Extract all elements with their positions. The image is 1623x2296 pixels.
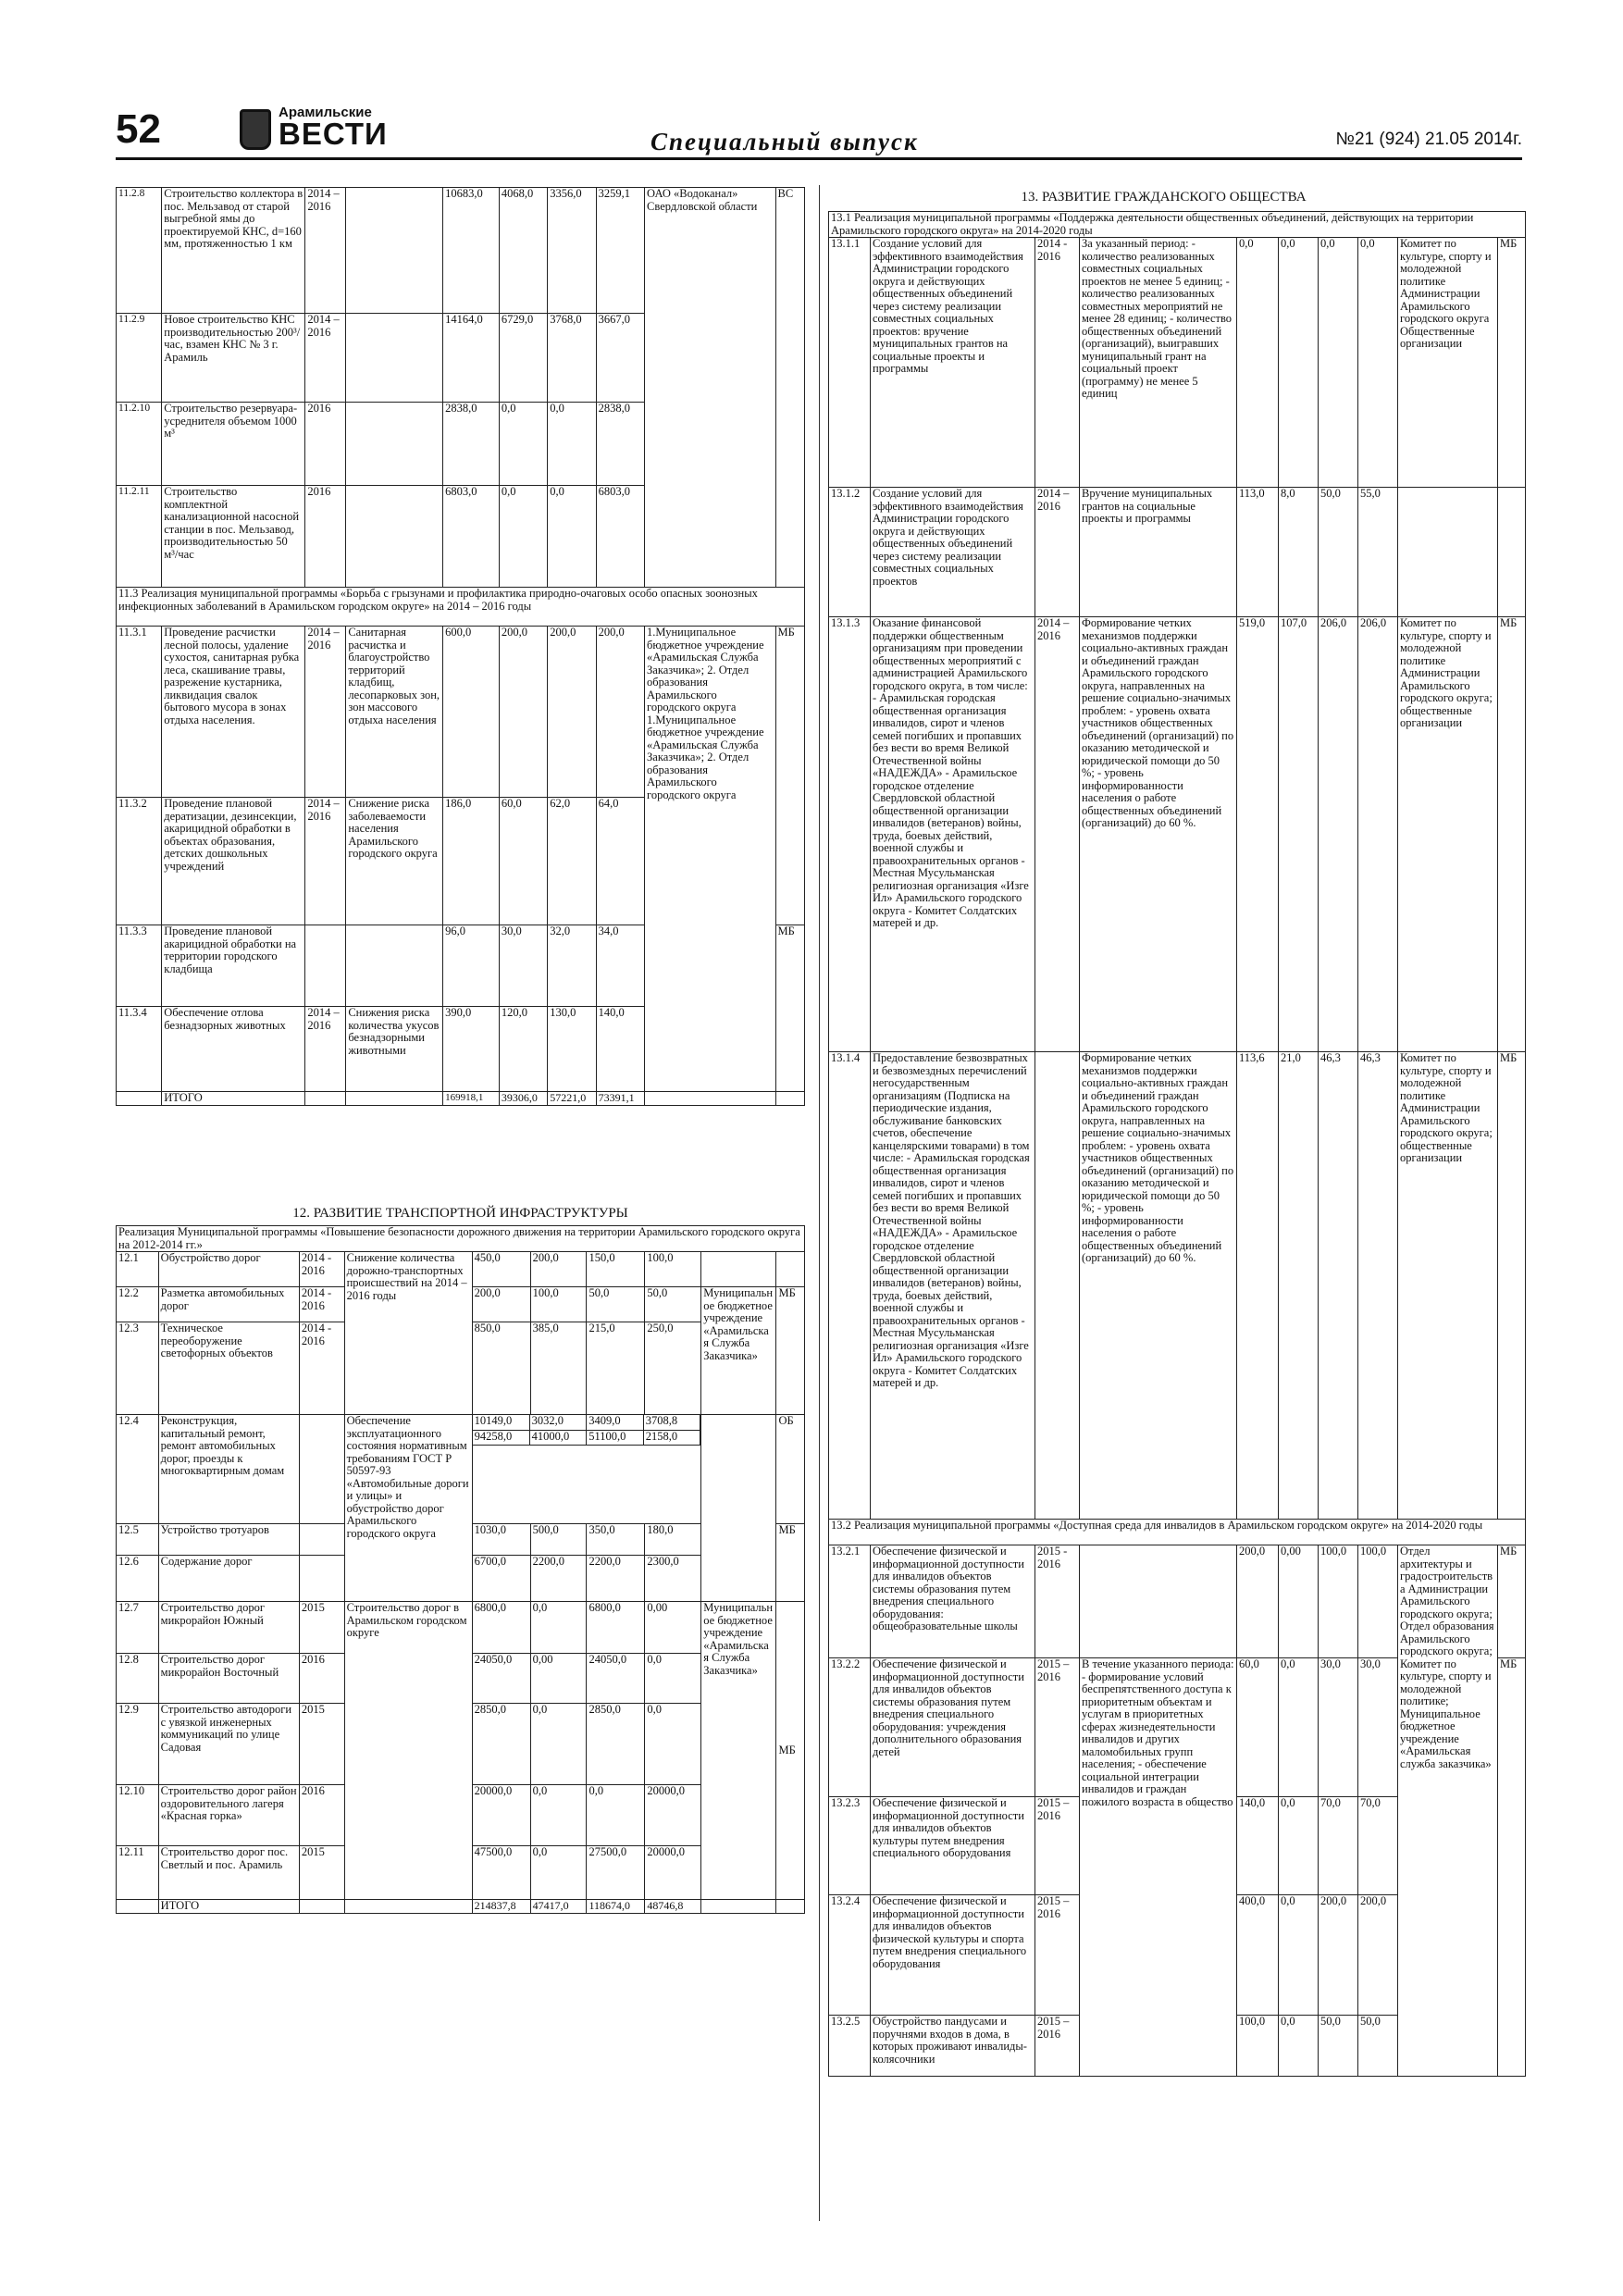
table-civil-society <box>828 211 1526 2077</box>
row-v4: 2158,0 <box>643 1430 700 1445</box>
row-v3: 50,0 <box>1319 2016 1358 2077</box>
row-v4: 100,0 <box>645 1252 701 1287</box>
row-executor: Комитет по культуре, спорту и молодежной политике Администрации Арамильского городского округа Общественные организации <box>1398 238 1498 488</box>
row-v4: 3259,1 <box>596 188 644 314</box>
row-v4: 34,0 <box>596 925 644 1007</box>
row-number: 13.2.5 <box>829 2016 871 2077</box>
row-v1: 2850,0 <box>472 1704 530 1785</box>
row-source: МБ <box>775 627 805 925</box>
program-row <box>829 1520 1526 1545</box>
row-executor: Комитет по культуре, спорту и молодежной политике Администрации Арамильского городского округа; общественные организации <box>1398 617 1498 1052</box>
row-v1: 100,0 <box>1237 2016 1279 2077</box>
row-year: 2014 - 2016 <box>299 1287 344 1322</box>
row-year: 2015 – 2016 <box>1035 1658 1080 1797</box>
row-year: 2014 – 2016 <box>305 314 346 403</box>
row-result: Вручение муниципальных грантов на социальные проекты и программы <box>1080 488 1237 617</box>
row-v1: 10683,0 <box>443 188 500 314</box>
row-v1: 20000,0 <box>472 1785 530 1846</box>
row-year: 2014 – 2016 <box>305 188 346 314</box>
split-row <box>473 1415 700 1430</box>
row-values-double <box>472 1415 701 1524</box>
row-number: 13.2.4 <box>829 1895 871 2016</box>
row-v4: 50,0 <box>645 1287 701 1322</box>
row-source: МБ <box>1498 238 1526 488</box>
split-values <box>473 1415 701 1446</box>
row-v2: 0,0 <box>530 1846 587 1900</box>
row-year: 2014 – 2016 <box>1035 617 1080 1052</box>
row-v2: 200,0 <box>499 627 547 798</box>
row-v2: 0,0 <box>499 486 547 588</box>
row-v3: 27500,0 <box>587 1846 645 1900</box>
row-number: 12.11 <box>117 1846 159 1900</box>
row-name: Проведение плановой дератизации, дезинсекции, акарицидной обработки в объектах образования, детских дошкольных учреждений <box>162 798 305 925</box>
page-header <box>116 105 1522 161</box>
row-year: 2015 – 2016 <box>1035 2016 1080 2077</box>
row-name: Содержание дорог <box>158 1556 299 1602</box>
table-row <box>117 1602 805 1654</box>
page-number: 52 <box>116 106 161 152</box>
row-result: За указанный период: - количество реализованных совместных социальных проектов не менее 5 единиц; - количество реализованных совместных мероприятий не менее 28 единиц; - количество общественных объединений (организаций), выигравших муниципальный грант на социальный проект (программу) не менее 5 единиц <box>1080 238 1237 488</box>
row-number: 13.2.3 <box>829 1797 871 1895</box>
row-result <box>346 314 443 403</box>
row-year: 2015 – 2016 <box>1035 1895 1080 2016</box>
row-v1: 6700,0 <box>472 1556 530 1602</box>
row-v4: 206,0 <box>1358 617 1398 1052</box>
row-source <box>1498 488 1526 617</box>
row-result: Снижения риска количества укусов безнадзорными животными <box>346 1007 443 1092</box>
row-v1: 390,0 <box>443 1007 500 1092</box>
row-number: 11.2.10 <box>117 403 162 486</box>
row-v1: 96,0 <box>443 925 500 1007</box>
row-v4: 0,0 <box>1358 238 1398 488</box>
row-source: МБ <box>776 1287 805 1415</box>
row-v3: 0,0 <box>548 486 596 588</box>
row-v3: 51100,0 <box>587 1430 644 1445</box>
row-v1: 10149,0 <box>473 1415 530 1430</box>
row-v2: 30,0 <box>499 925 547 1007</box>
row-name: Обеспечение физической и информационной доступности для инвалидов объектов системы образования путем внедрения специального оборудования: общеобразовательные школы <box>871 1545 1035 1658</box>
total-v1: 214837,8 <box>472 1900 530 1914</box>
row-v3: 24050,0 <box>587 1654 645 1704</box>
program-row <box>117 1226 805 1252</box>
table-row <box>829 1545 1526 1658</box>
row-year <box>1035 1052 1080 1520</box>
row-v2: 21,0 <box>1279 1052 1319 1520</box>
row-source: МБ <box>1498 1658 1526 2077</box>
row-v1: 400,0 <box>1237 1895 1279 2016</box>
row-v2: 0,0 <box>499 403 547 486</box>
row-v4: 50,0 <box>1358 2016 1398 2077</box>
row-executor: Муниципальное бюджетное учреждение «Арамильская Служба Заказчика» <box>701 1287 776 1415</box>
total-label: ИТОГО <box>158 1900 299 1914</box>
program-11-3: 11.3 Реализация муниципальной программы «Борьба с грызунами и профилактика природно-очаговых особо опасных зоонозных инфекционных заболеваний в Арамильском городском округе» на 2014 – 2016 годы <box>117 588 805 627</box>
row-name: Строительство комплектной канализационной насосной станции в пос. Мельзавод, производительностью 50 м³/час <box>162 486 305 588</box>
row-year: 2014 - 2016 <box>1035 238 1080 488</box>
row-result: Снижение риска заболеваемости населения Арамильского городского округа <box>346 798 443 925</box>
row-source: МБ <box>1498 617 1526 1052</box>
row-v1: 519,0 <box>1237 617 1279 1052</box>
row-year <box>299 1556 344 1602</box>
row-v1: 6803,0 <box>443 486 500 588</box>
row-source: МБ <box>1498 1052 1526 1520</box>
total-v3: 57221,0 <box>548 1092 596 1106</box>
row-source: МБ <box>776 1602 805 1900</box>
program-13-1: 13.1 Реализация муниципальной программы «Поддержка деятельности общественных объединений, действующих на территории Арамильского городского округа» на 2014-2020 годы <box>829 212 1526 238</box>
row-name: Обеспечение физической и информационной доступности для инвалидов объектов физической культуры и спорта путем внедрения специального оборудования <box>871 1895 1035 2016</box>
row-v3: 2200,0 <box>587 1556 645 1602</box>
row-v3: 350,0 <box>587 1524 645 1556</box>
row-number: 13.1.1 <box>829 238 871 488</box>
row-v2: 0,0 <box>530 1785 587 1846</box>
row-name: Новое строительство КНС производительностью 200³/час, взамен КНС № 3 г. Арамиль <box>162 314 305 403</box>
row-v3: 0,0 <box>1319 238 1358 488</box>
row-v2: 2200,0 <box>530 1556 587 1602</box>
row-v4: 20000,0 <box>645 1785 701 1846</box>
row-v2: 0,00 <box>530 1654 587 1704</box>
row-v2: 100,0 <box>530 1287 587 1322</box>
row-v3: 3409,0 <box>587 1415 644 1430</box>
row-number: 13.2.2 <box>829 1658 871 1797</box>
row-year: 2014 – 2016 <box>305 798 346 925</box>
row-v3: 0,0 <box>587 1785 645 1846</box>
row-result: Санитарная расчистка и благоустройство территорий кладбищ, лесопарковых зон, зон массового отдыха населения <box>346 627 443 798</box>
row-v3: 206,0 <box>1319 617 1358 1052</box>
section-13-title: 13. РАЗВИТИЕ ГРАЖДАНСКОГО ОБЩЕСТВА <box>1021 190 1307 205</box>
total-v3: 118674,0 <box>587 1900 645 1914</box>
row-v2: 0,0 <box>530 1602 587 1654</box>
row-name: Строительство дорог пос. Светлый и пос. Арамиль <box>158 1846 299 1900</box>
row-name: Предоставление безвозвратных и безвозмездных перечислений негосударственным организациям (Подписка на периодические издания, обслуживание банковских счетов, обеспечение канцелярскими товарами) в том числе: - Арамильская городская общественная организация инвалидов, сирот и членов семей погибших и пропавших без вести во время Великой Отечественной войны «НАДЕЖДА» - Арамильское городское отделение Свердловской областной общественной организации инвалидов (ветеранов) войны, труда, боевых действий, военной службы и правоохранительных органов - Местная Мусульманская религиозная организация «Изге Ил» Арамильского городского округа - Комитет Солдатских матерей и др. <box>871 1052 1035 1520</box>
row-v4: 250,0 <box>645 1322 701 1415</box>
row-v1: 600,0 <box>443 627 500 798</box>
row-v3: 2850,0 <box>587 1704 645 1785</box>
row-year: 2015 <box>299 1602 344 1654</box>
row-name: Обеспечение физической и информационной доступности для инвалидов объектов системы образования путем внедрения специального оборудования: учреждения дополнительного образования детей <box>871 1658 1035 1797</box>
row-name: Строительство дорог микрорайон Восточный <box>158 1654 299 1704</box>
row-year <box>299 1524 344 1556</box>
row-number: 11.3.3 <box>117 925 162 1007</box>
row-v4: 20000,0 <box>645 1846 701 1900</box>
row-v2: 120,0 <box>499 1007 547 1092</box>
program-row <box>117 588 805 627</box>
row-name: Строительство автодороги с увязкой инженерных коммуникаций по улице Садовая <box>158 1704 299 1785</box>
row-v4: 2300,0 <box>645 1556 701 1602</box>
row-year: 2015 <box>299 1704 344 1785</box>
row-result <box>346 188 443 314</box>
row-name: Разметка автомобильных дорог <box>158 1287 299 1322</box>
section-12-title: 12. РАЗВИТИЕ ТРАНСПОРТНОЙ ИНФРАСТРУКТУРЫ <box>292 1206 628 1221</box>
row-v3: 3768,0 <box>548 314 596 403</box>
row-executor: ОАО «Водоканал» Свердловской области <box>645 188 775 588</box>
row-number: 12.5 <box>117 1524 159 1556</box>
table-row <box>829 488 1526 617</box>
row-v4: 180,0 <box>645 1524 701 1556</box>
table-row <box>117 188 805 314</box>
row-v4: 0,0 <box>645 1704 701 1785</box>
brand-small: Арамильские <box>279 105 372 120</box>
row-result: Снижение количества дорожно-транспортных происшествий на 2014 – 2016 годы <box>344 1252 472 1415</box>
row-v3: 100,0 <box>1319 1545 1358 1658</box>
row-v1: 1030,0 <box>472 1524 530 1556</box>
row-executor-empty <box>701 1252 776 1287</box>
row-number: 12.1 <box>117 1252 159 1287</box>
row-name: Проведение плановой акарицидной обработки на территории городского кладбища <box>162 925 305 1007</box>
total-v1: 169918,1 <box>443 1092 500 1106</box>
row-executor: 1.Муниципальное бюджетное учреждение «Арамильская Служба Заказчика»; 2. Отдел образования Арамильского городского округа 1.Муниципальное бюджетное учреждение «Арамильская Служба Заказчика»; 2. Отдел образования Арамильского городского округа <box>645 627 775 1092</box>
row-v4: 64,0 <box>596 798 644 925</box>
row-v3: 215,0 <box>587 1322 645 1415</box>
row-year: 2016 <box>299 1654 344 1704</box>
row-v1: 2838,0 <box>443 403 500 486</box>
row-name: Строительство дорог микрорайон Южный <box>158 1602 299 1654</box>
row-v2: 0,0 <box>530 1704 587 1785</box>
row-v1: 60,0 <box>1237 1658 1279 1797</box>
row-v3: 46,3 <box>1319 1052 1358 1520</box>
row-source: ОБ <box>776 1415 805 1524</box>
row-name: Обеспечение физической и информационной доступности для инвалидов объектов культуры путем внедрения специального оборудования <box>871 1797 1035 1895</box>
row-source: МБ <box>1498 1545 1526 1658</box>
row-executor: Отдел архитектуры и градостроительства Администрации Арамильского городского округа; Отдел образования Арамильского городского округа; Комитет по культуре, спорту и молодежной политике; Муниципальное бюджетное учреждение «Арамильская служба заказчика» <box>1398 1545 1498 2077</box>
row-v4: 200,0 <box>596 627 644 798</box>
row-number: 13.1.4 <box>829 1052 871 1520</box>
program-13-2: 13.2 Реализация муниципальной программы «Доступная среда для инвалидов в Арамильском городском округе» на 2014-2020 годы <box>829 1520 1526 1545</box>
row-year: 2014 – 2016 <box>1035 488 1080 617</box>
row-v4: 55,0 <box>1358 488 1398 617</box>
row-year: 2014 - 2016 <box>299 1252 344 1287</box>
row-v1: 850,0 <box>472 1322 530 1415</box>
row-number: 12.2 <box>117 1287 159 1322</box>
row-result <box>346 925 443 1007</box>
row-v2: 0,0 <box>1279 1797 1319 1895</box>
row-v4: 6803,0 <box>596 486 644 588</box>
total-label: ИТОГО <box>162 1092 305 1106</box>
row-v1: 113,6 <box>1237 1052 1279 1520</box>
row-number: 11.3.2 <box>117 798 162 925</box>
row-result: Обеспечение эксплуатационного состояния нормативным требованиям ГОСТ Р 50597-93 «Автомобильные дороги и улицы» и обустройство дорог Арамильского городского округа <box>344 1415 472 1602</box>
special-issue-title: Специальный выпуск <box>650 128 919 155</box>
row-v3: 70,0 <box>1319 1797 1358 1895</box>
row-result: Формирование четких механизмов поддержки социально-активных граждан и объединений граждан Арамильского городского округа, направленных на решение социально-значимых проблем: - уровень охвата участников общественных объединений (организаций) по оказанию методической и юридической помощи до 50 %; - уровень информированности населения о работе общественных объединений (организаций) до 60 %. <box>1080 617 1237 1052</box>
row-name: Обустройство пандусами и поручнями входов в дома, в которых проживают инвалиды-колясочники <box>871 2016 1035 2077</box>
row-number: 12.7 <box>117 1602 159 1654</box>
row-v2: 4068,0 <box>499 188 547 314</box>
row-year: 2015 – 2016 <box>1035 1797 1080 1895</box>
table-row <box>829 1052 1526 1520</box>
row-number: 13.1.2 <box>829 488 871 617</box>
row-number: 13.1.3 <box>829 617 871 1052</box>
row-v2: 60,0 <box>499 798 547 925</box>
row-number: 12.4 <box>117 1415 159 1524</box>
row-year: 2015 - 2016 <box>1035 1545 1080 1658</box>
row-number: 11.3.1 <box>117 627 162 798</box>
row-year: 2014 – 2016 <box>305 627 346 798</box>
row-name: Техническое переоборужение светофорных объектов <box>158 1322 299 1415</box>
row-v4: 30,0 <box>1358 1658 1398 1797</box>
row-source: МБ <box>775 925 805 1092</box>
row-year: 2016 <box>305 486 346 588</box>
row-result: Строительство дорог в Арамильском городском округе <box>344 1602 472 1900</box>
row-v3: 6800,0 <box>587 1602 645 1654</box>
row-v4: 46,3 <box>1358 1052 1398 1520</box>
row-name: Создание условий для эффективного взаимодействия Администрации городского округа и действующих общественных объединений через систему реализации совместных социальных проектов: вручение муниципальных грантов на социальные проекты и программы <box>871 238 1035 488</box>
table-water-rodents <box>116 187 805 1106</box>
table-row <box>117 1415 805 1524</box>
row-executor: Муниципальное бюджетное учреждение «Арамильская Служба Заказчика» <box>701 1602 776 1900</box>
row-name: Реконструкция, капитальный ремонт, ремонт автомобильных дорог, проезды к многоквартирным домам <box>158 1415 299 1524</box>
row-executor-empty <box>701 1415 776 1602</box>
total-v4: 73391,1 <box>596 1092 644 1106</box>
row-executor: Комитет по культуре, спорту и молодежной политике Администрации Арамильского городского округа; общественные организации <box>1398 1052 1498 1520</box>
row-year: 2014 – 2016 <box>305 1007 346 1092</box>
row-v1: 186,0 <box>443 798 500 925</box>
row-name: Обеспечение отлова безнадзорных животных <box>162 1007 305 1092</box>
row-result <box>346 403 443 486</box>
row-number: 11.2.8 <box>117 188 162 314</box>
row-v1: 0,0 <box>1237 238 1279 488</box>
table-row <box>117 627 805 798</box>
row-v1: 140,0 <box>1237 1797 1279 1895</box>
row-v1: 14164,0 <box>443 314 500 403</box>
table-row <box>829 617 1526 1052</box>
row-number: 11.2.9 <box>117 314 162 403</box>
split-row <box>473 1430 700 1445</box>
row-v4: 0,00 <box>645 1602 701 1654</box>
total-row <box>117 1900 805 1914</box>
row-v2: 0,0 <box>1279 1658 1319 1797</box>
row-number: 13.2.1 <box>829 1545 871 1658</box>
row-result-empty <box>1080 1545 1237 1658</box>
total-v2: 39306,0 <box>499 1092 547 1106</box>
program-12: Реализация Муниципальной программы «Повышение безопасности дорожного движения на территории Арамильского городского округа на 2012-2014 гг.» <box>117 1226 805 1252</box>
row-year: 2016 <box>299 1785 344 1846</box>
row-name: Обустройство дорог <box>158 1252 299 1287</box>
row-v2: 385,0 <box>530 1322 587 1415</box>
row-source: ВС <box>775 188 805 588</box>
row-number: 11.3.4 <box>117 1007 162 1092</box>
row-v2: 200,0 <box>530 1252 587 1287</box>
row-v2: 41000,0 <box>529 1430 587 1445</box>
row-number: 12.8 <box>117 1654 159 1704</box>
row-result: В течение указанного периода: - формирование условий беспрепятственного доступа к приоритетным объектам и услугам в приоритетных сферах жизнедеятельности инвалидов и других маломобильных групп населения; - обеспечение социальной интеграции инвалидов и граждан пожилого возраста в общество <box>1080 1658 1237 2077</box>
row-v4: 2838,0 <box>596 403 644 486</box>
table-transport <box>116 1225 805 1914</box>
row-v3: 200,0 <box>548 627 596 798</box>
row-year <box>305 925 346 1007</box>
row-number: 12.9 <box>117 1704 159 1785</box>
row-number: 12.6 <box>117 1556 159 1602</box>
row-v1: 113,0 <box>1237 488 1279 617</box>
row-year: 2014 - 2016 <box>299 1322 344 1415</box>
row-v4: 3667,0 <box>596 314 644 403</box>
column-divider <box>819 185 820 2221</box>
row-v4: 70,0 <box>1358 1797 1398 1895</box>
row-v4: 200,0 <box>1358 1895 1398 2016</box>
row-v4: 140,0 <box>596 1007 644 1092</box>
row-v3: 0,0 <box>548 403 596 486</box>
row-v4: 0,0 <box>645 1654 701 1704</box>
header-rule <box>116 157 1522 160</box>
row-name: Устройство тротуаров <box>158 1524 299 1556</box>
row-v2: 0,0 <box>1279 1895 1319 2016</box>
row-name: Создание условий для эффективного взаимодействия Администрации городского округа и действующих общественных объединений через систему реализации совместных социальных проектов <box>871 488 1035 617</box>
row-v2: 0,0 <box>1279 2016 1319 2077</box>
row-v4: 3708,8 <box>643 1415 700 1430</box>
row-name: Строительство резервуара-усреднителя объемом 1000 м³ <box>162 403 305 486</box>
row-v3: 62,0 <box>548 798 596 925</box>
brand-logo: ВЕСТИ <box>279 117 388 151</box>
row-v3: 50,0 <box>1319 488 1358 617</box>
row-v2: 8,0 <box>1279 488 1319 617</box>
row-v1: 200,0 <box>472 1287 530 1322</box>
total-row <box>117 1092 805 1106</box>
table-row <box>829 238 1526 488</box>
row-year: 2016 <box>305 403 346 486</box>
row-v3: 150,0 <box>587 1252 645 1287</box>
row-v3: 50,0 <box>587 1287 645 1322</box>
row-number: 12.3 <box>117 1322 159 1415</box>
row-v2: 107,0 <box>1279 617 1319 1052</box>
table-row <box>117 1252 805 1287</box>
row-v2: 500,0 <box>530 1524 587 1556</box>
row-result: Формирование четких механизмов поддержки социально-активных граждан и объединений граждан Арамильского городского округа, направленных на решение социально-значимых проблем: - уровень охвата участников общественных объединений (организаций) по оказанию методической и юридической помощи до 50 %; - уровень информированности населения о работе общественных объединений (организаций) до 60 %. <box>1080 1052 1237 1520</box>
row-year: 2015 <box>299 1846 344 1900</box>
row-number: 11.2.11 <box>117 486 162 588</box>
row-source-empty <box>776 1252 805 1287</box>
row-name: Проведение расчистки лесной полосы, удаление сухостоя, санитарная рубка леса, скашивание травы, разрежение кустарника, ликвидация свалок бытового мусора в зонах отдыха населения. <box>162 627 305 798</box>
row-year <box>299 1415 344 1524</box>
row-v3: 32,0 <box>548 925 596 1007</box>
total-v2: 47417,0 <box>530 1900 587 1914</box>
issue-info: №21 (924) 21.05 2014г. <box>1335 130 1522 149</box>
row-v1: 47500,0 <box>472 1846 530 1900</box>
total-v4: 48746,8 <box>645 1900 701 1914</box>
coat-of-arms-icon <box>240 109 271 150</box>
row-name: Оказание финансовой поддержки общественным организациям при проведении общественных мероприятий с администрацией Арамильского городского округа, в том числе: - Арамильская городская общественная организация инвалидов, сирот и членов семей погибших и пропавших без вести во время Великой Отечественной войны «НАДЕЖДА» - Арамильское городское отделение Свердловской областной общественной организации инвалидов (ветеранов) войны, труда, боевых действий, военной службы и правоохранительных органов - Местная Мусульманская религиозная организация «Изге Ил» Арамильского городского округа - Комитет Солдатских матерей и др. <box>871 617 1035 1052</box>
row-number: 12.10 <box>117 1785 159 1846</box>
row-v1: 6800,0 <box>472 1602 530 1654</box>
row-executor <box>1398 488 1498 617</box>
row-v1: 450,0 <box>472 1252 530 1287</box>
row-v2: 0,00 <box>1279 1545 1319 1658</box>
row-result <box>346 486 443 588</box>
row-v1: 200,0 <box>1237 1545 1279 1658</box>
program-row <box>829 212 1526 238</box>
row-v3: 130,0 <box>548 1007 596 1092</box>
row-name: Строительство коллектора в пос. Мельзавод от старой выгребной ямы до проектируемой КНС, d=160 мм, протяженностью 1 км <box>162 188 305 314</box>
row-v2: 6729,0 <box>499 314 547 403</box>
row-v1: 94258,0 <box>473 1430 530 1445</box>
row-v2: 0,0 <box>1279 238 1319 488</box>
row-name: Строительство дорог район оздоровительного лагеря «Красная горка» <box>158 1785 299 1846</box>
row-v1: 24050,0 <box>472 1654 530 1704</box>
row-v3: 3356,0 <box>548 188 596 314</box>
row-v2: 3032,0 <box>529 1415 587 1430</box>
row-v3: 200,0 <box>1319 1895 1358 2016</box>
row-source: МБ <box>776 1524 805 1602</box>
row-v4: 100,0 <box>1358 1545 1398 1658</box>
row-v3: 30,0 <box>1319 1658 1358 1797</box>
